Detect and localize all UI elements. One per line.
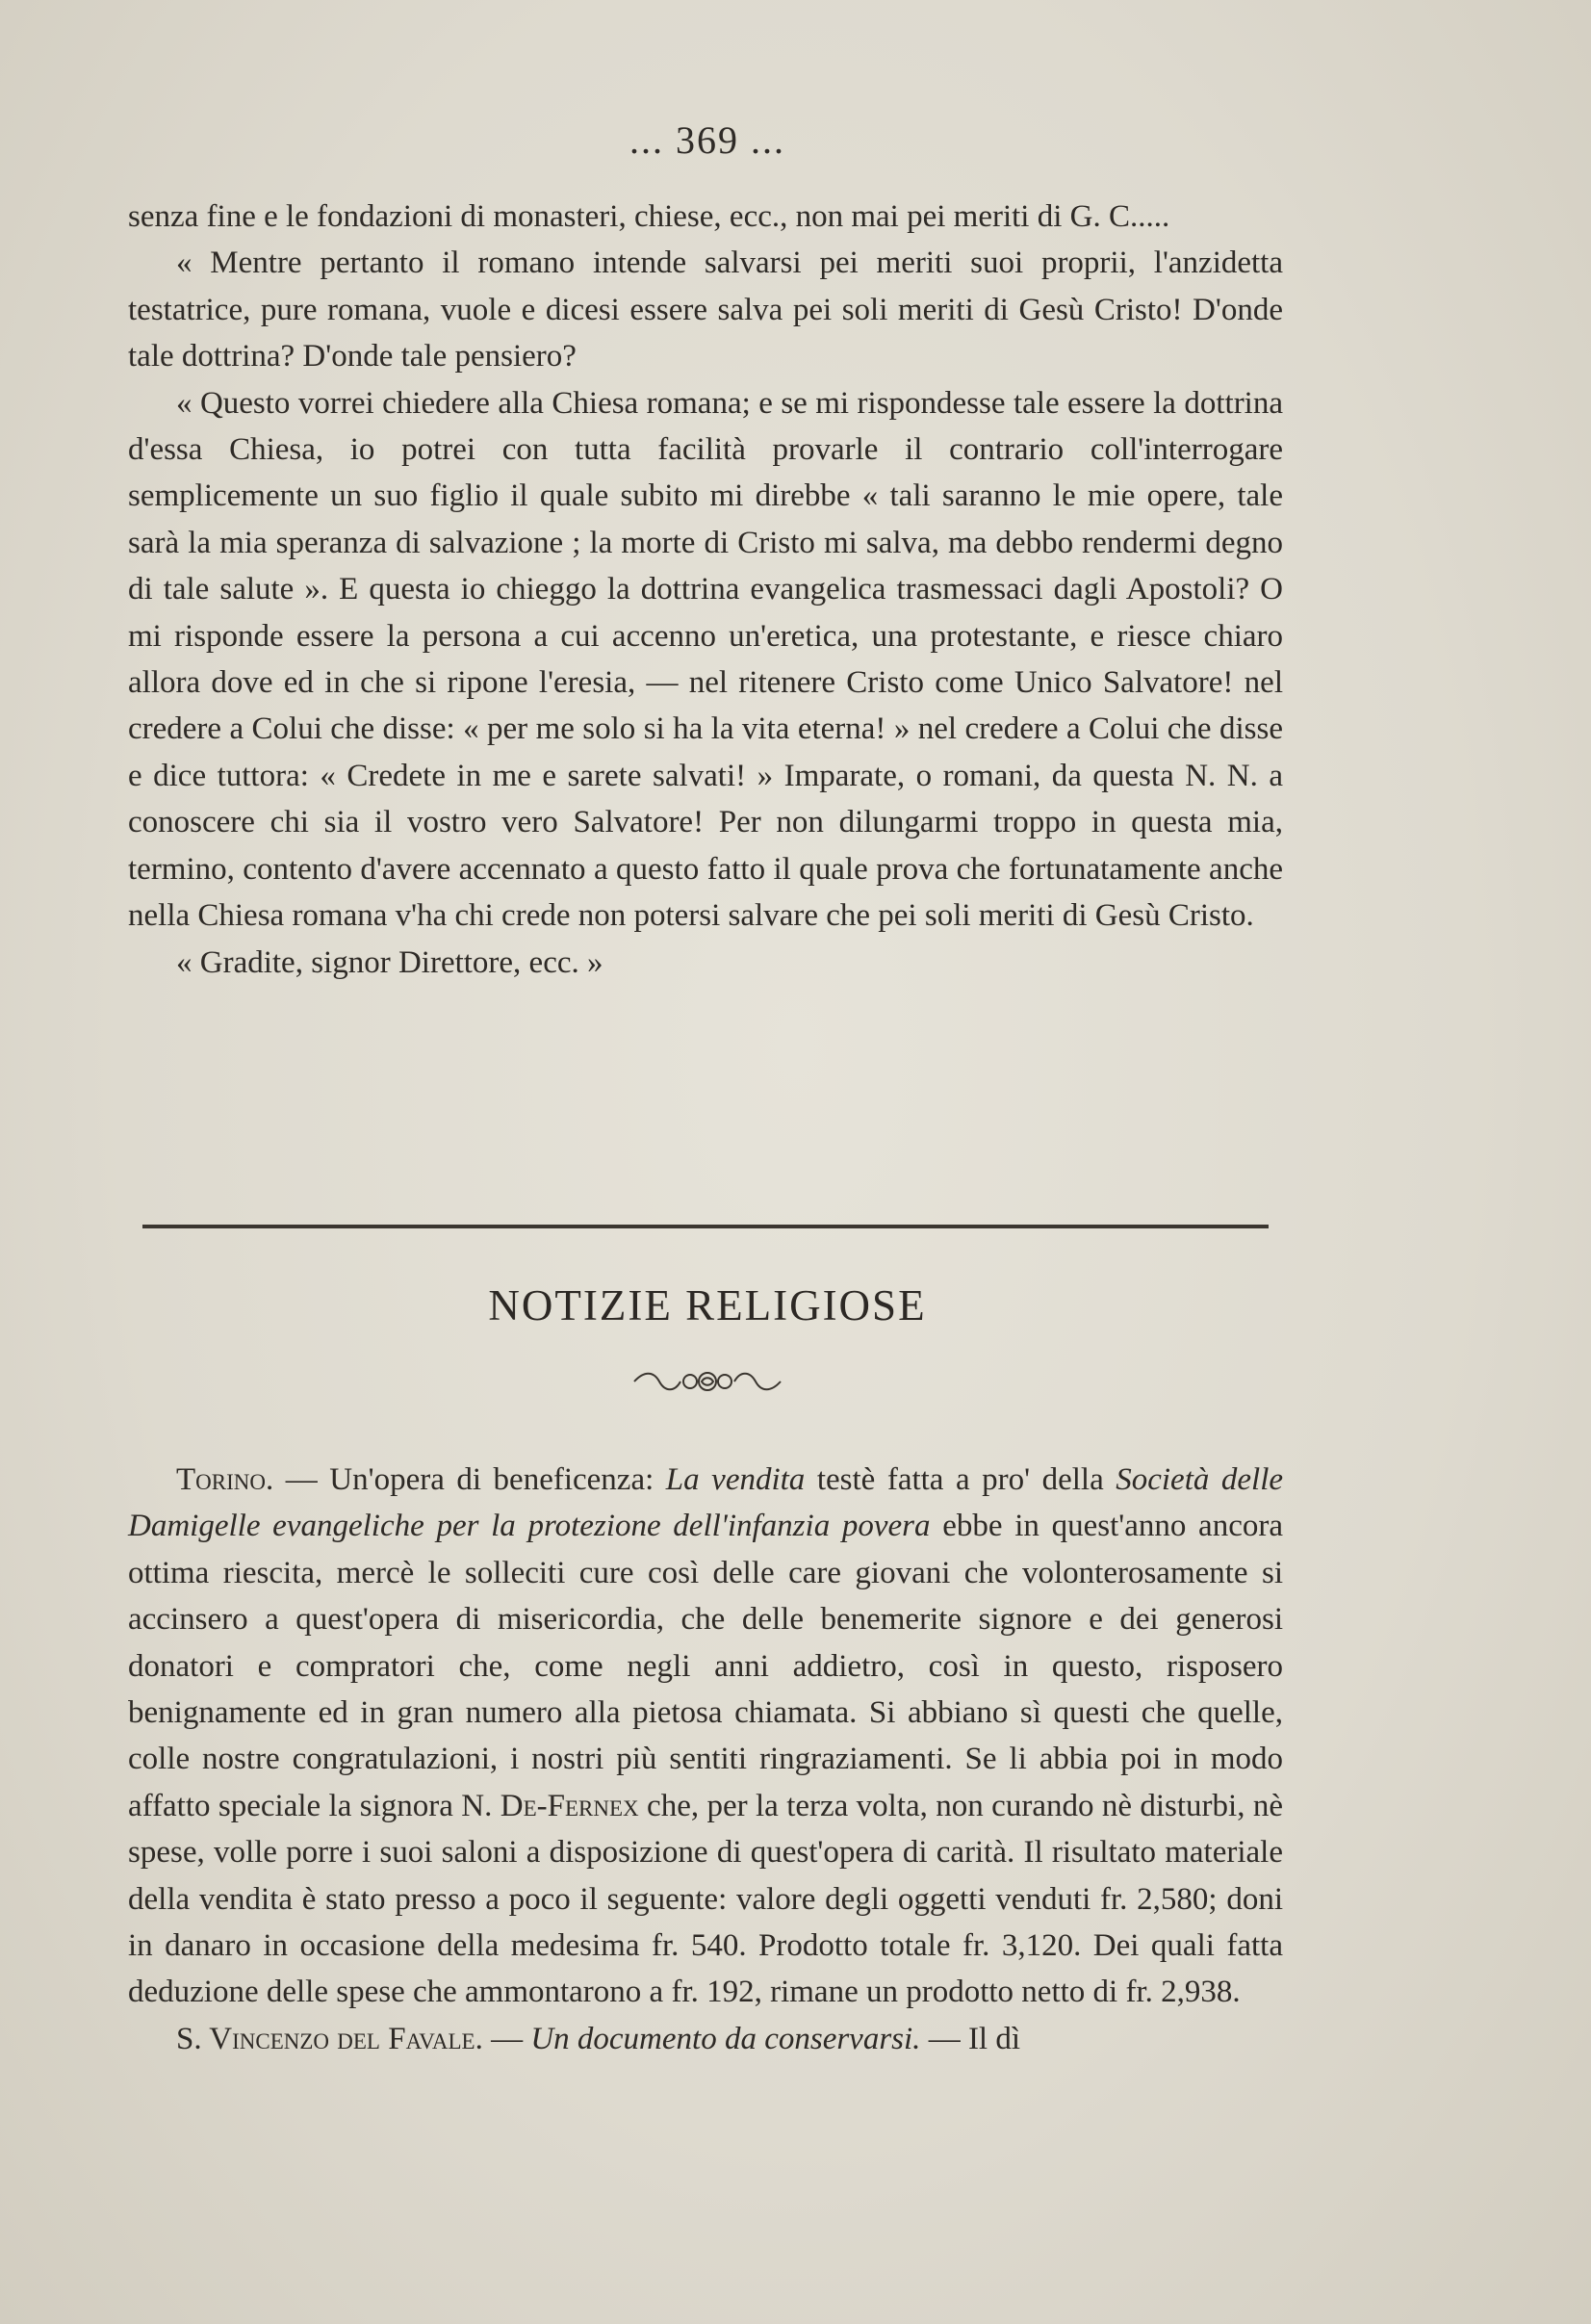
news-title-documento: Un documento da conservarsi.	[530, 2021, 921, 2056]
letter-paragraph-3: « Questo vorrei chiedere alla Chiesa romana; e se mi rispondesse tale essere la dottrina d'essa Chiesa, io potrei con tutta facilità provarle il contrario coll'interrogare semplicemente un suo figlio il quale subito mi direbbe « tali saranno le mie opere, tale sarà la mia speranza di salvazione ; la morte di Cristo mi salva, ma debbo rendermi degno di tale salute ». E questa io chieggo la dottrina evangelica trasmessaci dagli Apostoli? O mi risponde essere la persona a cui accenno un'eretica, una protestante, e riesce chiaro allora dove ed in che si ripone l'eresia, — nel ritenere Cristo come Unico Salvatore! nel credere a Colui che disse: « per me solo si ha la vita eterna! » nel credere a Colui che disse e dice tuttora: « Credete in me e sarete salvati! » Imparate, o romani, da questa N. N. a conoscere chi sia il vostro vero Salvatore! Per non dilungarmi troppo in questa mia, termino, contento d'avere accennato a questo fatto il quale prova che fortunatamente anche nella Chiesa romana v'ha chi crede non potersi salvare che pei soli meriti di Gesù Cristo.	[128, 385, 1283, 934]
letter-paragraph-1: senza fine e le fondazioni di monasteri, chiese, ecc., non mai pei meriti di G. C.....	[128, 199, 1170, 234]
letter-closing: « Gradite, signor Direttore, ecc. »	[176, 944, 603, 980]
letter-continuation	[128, 194, 1283, 986]
news-person-name: De-Fernex	[500, 1788, 639, 1823]
news-intro: — Un'opera di beneficenza:	[273, 1462, 666, 1497]
news-text-a: testè fatta a pro' della	[805, 1462, 1116, 1497]
news-dash: —	[482, 2021, 531, 2056]
news-item-torino	[128, 1457, 1283, 2016]
news-society-name: Società delle Damigelle evangeliche per la protezione dell'infanzia povera	[128, 1462, 1284, 1544]
news-section	[128, 1457, 1283, 2062]
news-text-b: ebbe in quest'anno ancora ottima riescita, mercè le solleciti cure così delle care giovani che volonterosamente si accinsero a quest'opera di misericordia, che delle benemerite signore e dei generosi donatori e compratori che, come negli anni addietro, così in questo, risposero benignamente ed in gran numero alla pietosa chiamata. Si abbiano sì questi che quelle, colle nostre congratulazioni, i nostri più sentiti ringraziamenti. Se li abbia poi in modo affatto speciale la signora N.	[128, 1509, 1283, 1823]
ornament-flourish-icon	[630, 1365, 784, 1398]
page-number: ... 369 ...	[629, 118, 785, 162]
news-text-vincenzo: — Il dì	[920, 2021, 1021, 2056]
news-text-c: che, per la terza volta, non curando nè disturbi, nè spese, volle porre i suoi saloni a disposizione di quest'opera di carità. Il risultato materiale della vendita è stato presso a poco il seguente: valore degli oggetti venduti fr. 2,580; doni in danaro in occasione della medesima fr. 540. Prodotto totale fr. 3,120. Dei quali fatta deduzione delle spese che ammontarono a fr. 192, rimane un prodotto netto di fr. 2,938.	[128, 1788, 1284, 2010]
section-divider-rule	[142, 1225, 1269, 1228]
letter-paragraph-2: « Mentre pertanto il romano intende salvarsi pei meriti suoi proprii, l'anzidetta testatrice, pure romana, vuole e dicesi essere salva pei soli meriti di Gesù Cristo! D'onde tale dottrina? D'onde tale pensiero?	[128, 245, 1283, 374]
news-place-torino: Torino.	[176, 1462, 274, 1497]
news-title-vendita: La vendita	[665, 1462, 806, 1497]
section-heading: NOTIZIE RELIGIOSE	[488, 1281, 927, 1330]
news-place-vincenzo: S. Vincenzo del Favale.	[176, 2021, 483, 2056]
news-item-vincenzo	[128, 2016, 1283, 2062]
